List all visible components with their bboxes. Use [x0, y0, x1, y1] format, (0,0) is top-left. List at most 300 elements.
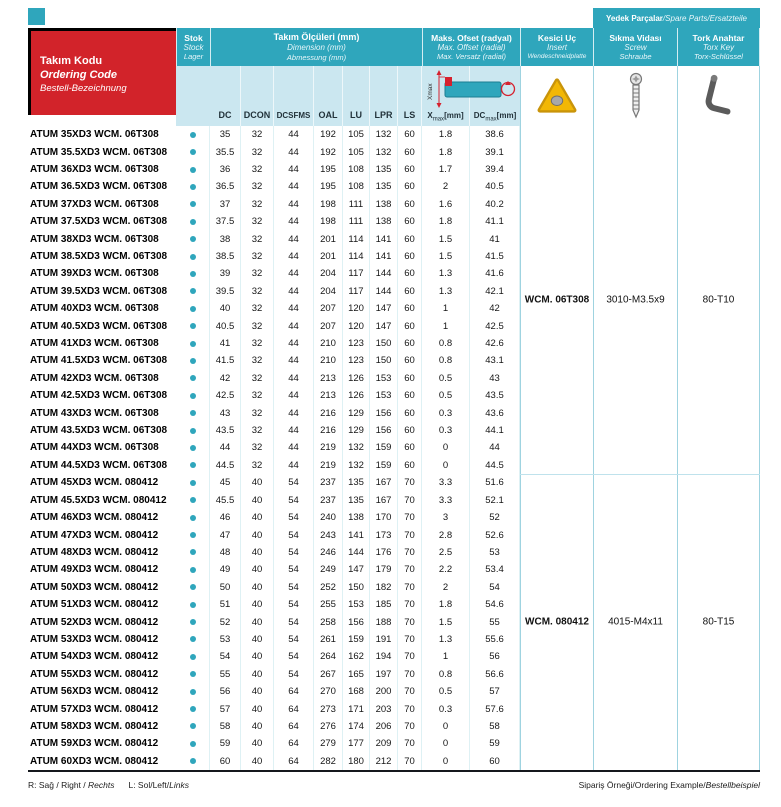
dc-cell: 38: [210, 230, 241, 247]
dcon-cell: 40: [241, 735, 274, 752]
stock-cell: [176, 248, 210, 265]
xmax-cell: 2: [422, 579, 470, 596]
ls-cell: 70: [398, 666, 422, 683]
dimensions-header: [210, 28, 422, 66]
xmax-cell: 1.3: [422, 283, 470, 300]
lu-cell: 123: [343, 335, 370, 352]
dcmax-cell: 56: [470, 648, 520, 665]
dcon-cell: 40: [241, 474, 274, 491]
trigon-insert-icon: [536, 77, 578, 115]
dc-cell: 48: [210, 544, 241, 561]
ls-cell: 60: [398, 230, 422, 247]
tool-code-cell: ATUM 39.5XD3 WCM. 06T308: [30, 285, 168, 297]
table-row: [28, 143, 520, 160]
max-offset-header-de: Max. Versatz (radial): [437, 52, 506, 62]
stock-dot: [190, 254, 196, 260]
dc-cell: 41: [210, 335, 241, 352]
table-row: [28, 230, 520, 247]
xmax-cell: 1.6: [422, 196, 470, 213]
stock-dot: [190, 323, 196, 329]
max-offset-header-tr: Maks. Ofset (radyal): [431, 32, 512, 43]
oal-cell: 219: [314, 457, 343, 474]
torx-header: [677, 28, 760, 66]
insert-column: [520, 126, 593, 770]
table-row: [28, 735, 520, 752]
dcon-cell: 32: [241, 161, 274, 178]
lu-cell: 174: [343, 718, 370, 735]
oal-cell: 207: [314, 300, 343, 317]
group-separator-line: [520, 474, 760, 475]
dcsfms-cell: 54: [274, 596, 314, 613]
lpr-cell: 159: [370, 457, 398, 474]
xmax-cell: 0.8: [422, 666, 470, 683]
lu-cell: 108: [343, 178, 370, 195]
dcon-cell: 40: [241, 666, 274, 683]
dcmax-cell: 51.6: [470, 474, 520, 491]
ls-cell: 60: [398, 422, 422, 439]
tool-code-cell: ATUM 44XD3 WCM. 06T308: [30, 442, 159, 454]
lu-cell: 114: [343, 248, 370, 265]
tool-code-cell: ATUM 54XD3 WCM. 080412: [30, 651, 159, 663]
lpr-cell: 135: [370, 178, 398, 195]
dcmax-cell: 43.5: [470, 387, 520, 404]
lu-cell: 153: [343, 596, 370, 613]
stock-cell: [176, 317, 210, 334]
xmax-cell: 2: [422, 178, 470, 195]
lpr-cell: 194: [370, 648, 398, 665]
footer-ordering-example: Sipariş Örneği/Ordering Example/: [578, 780, 706, 790]
xmax-cell: 1.3: [422, 265, 470, 282]
table-row: [28, 718, 520, 735]
lu-cell: 162: [343, 648, 370, 665]
ls-cell: 70: [398, 526, 422, 543]
table-row: [28, 492, 520, 509]
table-row: [28, 387, 520, 404]
stock-dot: [190, 288, 196, 294]
lpr-cell: 167: [370, 474, 398, 491]
clamp-screw-icon: [626, 72, 646, 120]
table-row: [28, 579, 520, 596]
lpr-cell: 141: [370, 230, 398, 247]
tool-code-cell: ATUM 38.5XD3 WCM. 06T308: [30, 251, 168, 263]
xmax-cell: 0.8: [422, 352, 470, 369]
dc-cell: 44.5: [210, 457, 241, 474]
lpr-cell: 167: [370, 492, 398, 509]
stock-cell: [176, 544, 210, 561]
lu-cell: 147: [343, 561, 370, 578]
dcsfms-cell: 44: [274, 317, 314, 334]
dim-col-label-dc: DC: [210, 66, 241, 126]
table-row: [28, 561, 520, 578]
spare-sep-2: /: [707, 13, 710, 23]
dc-cell: 41.5: [210, 352, 241, 369]
stock-dot: [190, 636, 196, 642]
insert-icon-box: [520, 66, 593, 126]
dcon-cell: 32: [241, 126, 274, 143]
dcsfms-cell: 54: [274, 492, 314, 509]
stock-dot: [190, 532, 196, 538]
dcon-cell: 32: [241, 352, 274, 369]
tool-code-cell: ATUM 58XD3 WCM. 080412: [30, 720, 159, 732]
dim-col-label-dcon: DCON: [241, 66, 274, 126]
dcon-cell: 40: [241, 753, 274, 770]
dcon-cell: 32: [241, 370, 274, 387]
oal-cell: 249: [314, 561, 343, 578]
stock-cell: [176, 492, 210, 509]
xmax-cell: 1.8: [422, 143, 470, 160]
dcon-cell: 40: [241, 631, 274, 648]
dc-cell: 60: [210, 753, 241, 770]
dcsfms-cell: 44: [274, 248, 314, 265]
stock-cell: [176, 196, 210, 213]
dcmax-cell: 58: [470, 718, 520, 735]
dcmax-cell: 60: [470, 753, 520, 770]
xmax-cell: 2.2: [422, 561, 470, 578]
stock-cell: [176, 735, 210, 752]
dc-cell: 45.5: [210, 492, 241, 509]
dcon-cell: 40: [241, 596, 274, 613]
table-row: [28, 648, 520, 665]
lu-cell: 111: [343, 196, 370, 213]
dcsfms-cell: 44: [274, 143, 314, 160]
dc-cell: 37.5: [210, 213, 241, 230]
tool-code-cell: ATUM 52XD3 WCM. 080412: [30, 616, 159, 628]
insert-group-label-2: WCM. 080412: [525, 616, 589, 628]
xmax-cell: 2.5: [422, 544, 470, 561]
lu-cell: 120: [343, 317, 370, 334]
dc-cell: 44: [210, 439, 241, 456]
footer-left-hand-label: L: Sol/Left/: [128, 780, 170, 790]
xmax-cell: 0.3: [422, 404, 470, 421]
dcsfms-cell: 64: [274, 718, 314, 735]
dcsfms-cell: 44: [274, 283, 314, 300]
ls-cell: 60: [398, 161, 422, 178]
ls-cell: 60: [398, 283, 422, 300]
dcon-cell: 32: [241, 248, 274, 265]
lpr-cell: 191: [370, 631, 398, 648]
footer-right-hand-label: R: Sağ / Right /: [28, 780, 88, 790]
dcmax-cell: 39.1: [470, 143, 520, 160]
insert-header: [520, 28, 593, 66]
tool-code-cell: ATUM 43.5XD3 WCM. 06T308: [30, 425, 168, 437]
dcon-cell: 32: [241, 213, 274, 230]
dcmax-cell: 39.4: [470, 161, 520, 178]
oal-cell: 198: [314, 213, 343, 230]
ls-cell: 70: [398, 544, 422, 561]
tool-code-cell: ATUM 42XD3 WCM. 06T308: [30, 372, 159, 384]
torx-header-tr: Tork Anahtar: [692, 32, 745, 43]
footer-left: [28, 780, 189, 790]
tool-code-cell: ATUM 59XD3 WCM. 080412: [30, 738, 159, 750]
dcmax-cell: 42.5: [470, 317, 520, 334]
dcmax-cell: 52.1: [470, 492, 520, 509]
dcmax-cell: 43: [470, 370, 520, 387]
ls-cell: 60: [398, 248, 422, 265]
xmax-cell: 1.5: [422, 230, 470, 247]
dc-cell: 37: [210, 196, 241, 213]
lpr-cell: 156: [370, 404, 398, 421]
dcsfms-cell: 44: [274, 439, 314, 456]
lpr-cell: 138: [370, 196, 398, 213]
stock-cell: [176, 387, 210, 404]
ls-cell: 70: [398, 561, 422, 578]
dcmax-cell: 41: [470, 230, 520, 247]
stock-dot: [190, 689, 196, 695]
stock-dot: [190, 462, 196, 468]
stock-header-de: Lager: [183, 52, 204, 62]
stock-cell: [176, 300, 210, 317]
stock-cell: [176, 509, 210, 526]
dim-col-label-ls: LS: [398, 66, 422, 126]
dc-cell: 46: [210, 509, 241, 526]
lu-cell: 165: [343, 666, 370, 683]
table-row: [28, 126, 520, 143]
tool-code-cell: ATUM 45.5XD3 WCM. 080412: [30, 494, 167, 506]
stock-dot: [190, 236, 196, 242]
lpr-cell: 132: [370, 126, 398, 143]
dcsfms-cell: 54: [274, 579, 314, 596]
spare-sep-1: /: [662, 13, 666, 23]
dcmax-cell: 59: [470, 735, 520, 752]
screw-icon-box: [593, 66, 677, 126]
stock-dot: [190, 375, 196, 381]
oal-cell: 240: [314, 509, 343, 526]
table-row: [28, 753, 520, 770]
dcsfms-cell: 54: [274, 474, 314, 491]
stock-cell: [176, 335, 210, 352]
dc-cell: 35.5: [210, 143, 241, 160]
ordering-code-title-tr: Takım Kodu: [40, 55, 103, 67]
ordering-code-title-en: Ordering Code: [40, 68, 118, 81]
screw-header-en: Screw: [624, 42, 647, 52]
dcon-cell: 40: [241, 544, 274, 561]
dcsfms-cell: 54: [274, 544, 314, 561]
xmax-cell: 0: [422, 457, 470, 474]
ls-cell: 60: [398, 300, 422, 317]
xmax-column-label: $X_{max}[mm]$: [422, 66, 470, 126]
stock-cell: [176, 561, 210, 578]
lu-cell: 123: [343, 352, 370, 369]
stock-header-tr: Stok: [184, 32, 203, 43]
tool-code-cell: ATUM 40.5XD3 WCM. 06T308: [30, 320, 168, 332]
stock-cell: [176, 265, 210, 282]
stock-cell: [176, 230, 210, 247]
torx-header-de: Torx-Schlüssel: [694, 52, 743, 62]
lu-cell: 135: [343, 492, 370, 509]
lu-cell: 120: [343, 300, 370, 317]
dcsfms-cell: 54: [274, 666, 314, 683]
table-row: [28, 196, 520, 213]
tool-code-cell: ATUM 53XD3 WCM. 080412: [30, 633, 159, 645]
lu-cell: 108: [343, 161, 370, 178]
dcsfms-cell: 54: [274, 613, 314, 630]
dcsfms-cell: 44: [274, 352, 314, 369]
max-offset-header: [422, 28, 520, 66]
xmax-cell: 3.3: [422, 474, 470, 491]
dcmax-cell: 40.2: [470, 196, 520, 213]
dcsfms-cell: 44: [274, 196, 314, 213]
lu-cell: 144: [343, 544, 370, 561]
screw-header-tr: Sıkma Vidası: [609, 32, 662, 43]
lu-cell: 138: [343, 509, 370, 526]
tool-code-cell: ATUM 43XD3 WCM. 06T308: [30, 407, 159, 419]
dcon-cell: 40: [241, 561, 274, 578]
dc-cell: 43: [210, 404, 241, 421]
stock-cell: [176, 213, 210, 230]
lpr-cell: 132: [370, 143, 398, 160]
dc-cell: 51: [210, 596, 241, 613]
dim-col-label-lu: LU: [343, 66, 370, 126]
table-row: [28, 526, 520, 543]
lu-cell: 159: [343, 631, 370, 648]
oal-cell: 219: [314, 439, 343, 456]
lu-cell: 150: [343, 579, 370, 596]
screw-group-label-1: 3010-M3.5x9: [606, 294, 665, 306]
screw-group-label-2: 4015-M4x11: [608, 616, 663, 628]
xmax-cell: 1: [422, 648, 470, 665]
oal-cell: 246: [314, 544, 343, 561]
table-row: [28, 631, 520, 648]
stock-cell: [176, 126, 210, 143]
lu-cell: 105: [343, 143, 370, 160]
stock-dot: [190, 654, 196, 660]
ls-cell: 70: [398, 700, 422, 717]
stock-cell: [176, 718, 210, 735]
lpr-cell: 156: [370, 422, 398, 439]
oal-cell: 198: [314, 196, 343, 213]
lpr-cell: 206: [370, 718, 398, 735]
lu-cell: 126: [343, 387, 370, 404]
dc-cell: 54: [210, 648, 241, 665]
ls-cell: 70: [398, 579, 422, 596]
xmax-cell: 3.3: [422, 492, 470, 509]
xmax-cell: 0.5: [422, 387, 470, 404]
stock-dot: [190, 219, 196, 225]
table-row: [28, 596, 520, 613]
dcon-cell: 32: [241, 230, 274, 247]
oal-cell: 261: [314, 631, 343, 648]
dcmax-cell: 42: [470, 300, 520, 317]
xmax-cell: 0.8: [422, 335, 470, 352]
oal-cell: 192: [314, 126, 343, 143]
dc-cell: 53: [210, 631, 241, 648]
stock-cell: [176, 631, 210, 648]
spare-parts-header: [593, 8, 760, 28]
insert-header-de: Wendeschneidplatte: [527, 52, 587, 60]
stock-cell: [176, 666, 210, 683]
xmax-cell: 0: [422, 439, 470, 456]
ls-cell: 60: [398, 457, 422, 474]
lu-cell: 111: [343, 213, 370, 230]
table-row: [28, 683, 520, 700]
dcon-cell: 32: [241, 387, 274, 404]
stock-cell: [176, 283, 210, 300]
dcsfms-cell: 44: [274, 335, 314, 352]
lu-cell: 132: [343, 439, 370, 456]
spare-parts-de: Ersatzteile: [709, 13, 747, 23]
dcmax-cell: 54: [470, 579, 520, 596]
xmax-cell: 0.3: [422, 700, 470, 717]
stock-cell: [176, 161, 210, 178]
table-row: [28, 422, 520, 439]
dcon-cell: 40: [241, 613, 274, 630]
oal-cell: 204: [314, 265, 343, 282]
torx-key-icon-box: [677, 66, 760, 126]
lu-cell: 117: [343, 283, 370, 300]
tool-code-cell: ATUM 57XD3 WCM. 080412: [30, 703, 159, 715]
tool-code-cell: ATUM 55XD3 WCM. 080412: [30, 668, 159, 680]
oal-cell: 213: [314, 387, 343, 404]
ls-cell: 70: [398, 631, 422, 648]
dc-cell: 38.5: [210, 248, 241, 265]
stock-header-en: Stock: [183, 42, 204, 52]
lpr-cell: 176: [370, 544, 398, 561]
table-row: [28, 317, 520, 334]
stock-cell: [176, 613, 210, 630]
dcmax-cell: 55.6: [470, 631, 520, 648]
lu-cell: 132: [343, 457, 370, 474]
table-row: [28, 700, 520, 717]
dcon-cell: 40: [241, 700, 274, 717]
tool-code-cell: ATUM 47XD3 WCM. 080412: [30, 529, 159, 541]
oal-cell: 204: [314, 283, 343, 300]
dcmax-cell: 41.1: [470, 213, 520, 230]
dc-cell: 40.5: [210, 317, 241, 334]
oal-cell: 273: [314, 700, 343, 717]
tool-code-cell: ATUM 49XD3 WCM. 080412: [30, 564, 159, 576]
ls-cell: 70: [398, 596, 422, 613]
tool-code-cell: ATUM 37XD3 WCM. 06T308: [30, 198, 159, 210]
dimensions-header-de: Abmessung (mm): [286, 52, 347, 62]
stock-dot: [190, 706, 196, 712]
xmax-cell: 1.7: [422, 161, 470, 178]
table-row: [28, 613, 520, 630]
dcon-cell: 40: [241, 718, 274, 735]
tool-code-cell: ATUM 48XD3 WCM. 080412: [30, 546, 159, 558]
ordering-code-box: [28, 28, 176, 115]
bottom-rule: [28, 770, 760, 772]
dcon-cell: 40: [241, 683, 274, 700]
ls-cell: 60: [398, 370, 422, 387]
lpr-cell: 179: [370, 561, 398, 578]
stock-cell: [176, 648, 210, 665]
torx-header-en: Torx Key: [702, 42, 735, 52]
stock-dot: [190, 358, 196, 364]
dcsfms-cell: 64: [274, 753, 314, 770]
dc-cell: 49: [210, 561, 241, 578]
lpr-cell: 185: [370, 596, 398, 613]
footer-links: Links: [169, 780, 189, 790]
table-row: [28, 300, 520, 317]
dcmax-cell: 42.1: [470, 283, 520, 300]
dc-cell: 40: [210, 300, 241, 317]
spare-parts-tr: Yedek Parçalar: [605, 13, 663, 23]
dcon-cell: 32: [241, 178, 274, 195]
dcsfms-cell: 44: [274, 230, 314, 247]
dim-col-label-lpr: LPR: [370, 66, 398, 126]
xmax-cell: 0: [422, 718, 470, 735]
lpr-cell: 144: [370, 265, 398, 282]
stock-dot: [190, 671, 196, 677]
dcsfms-cell: 54: [274, 648, 314, 665]
xmax-cell: 1.8: [422, 596, 470, 613]
oal-cell: 264: [314, 648, 343, 665]
dcsfms-cell: 44: [274, 422, 314, 439]
stock-header: [176, 28, 210, 66]
oal-cell: 243: [314, 526, 343, 543]
xmax-cell: 0.3: [422, 422, 470, 439]
dc-cell: 39: [210, 265, 241, 282]
